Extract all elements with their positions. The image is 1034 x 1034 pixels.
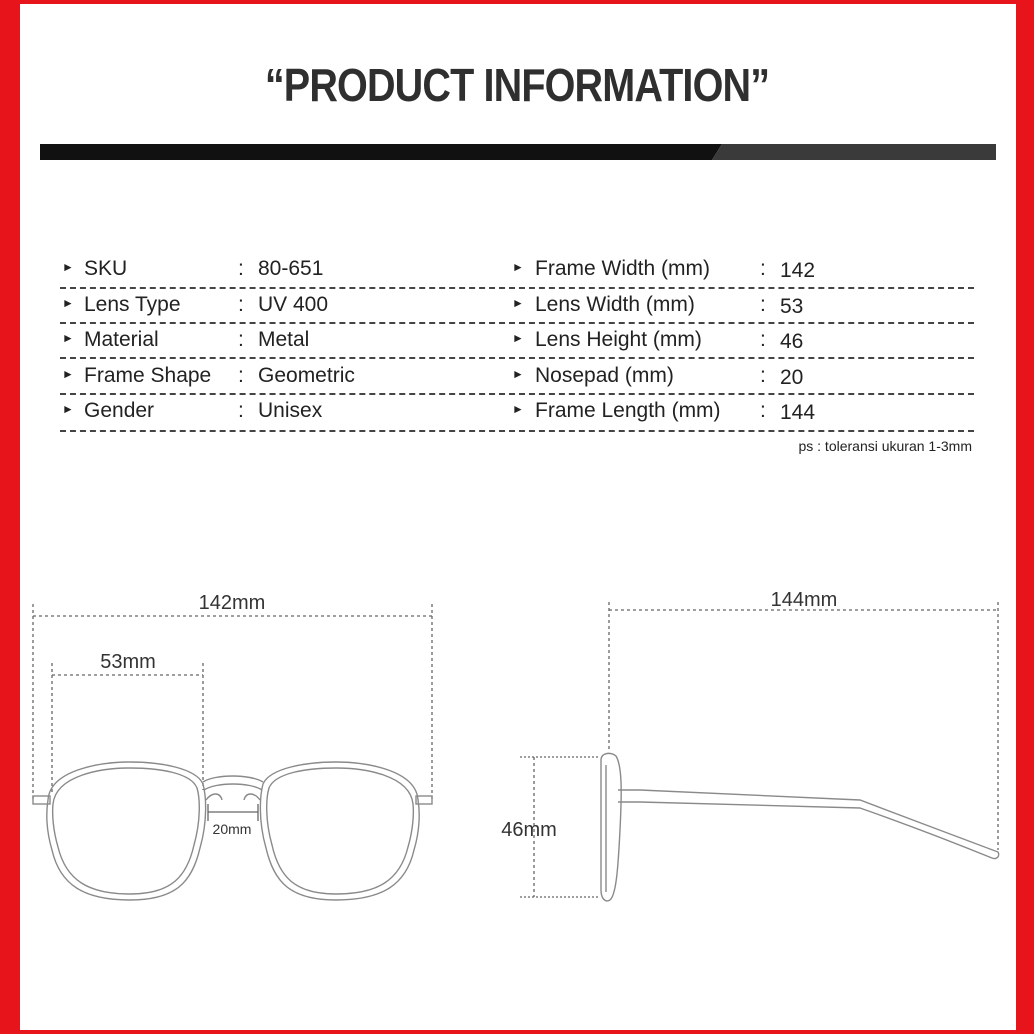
spec-value: Geometric <box>258 363 355 387</box>
spec-colon: : <box>238 399 244 422</box>
spec-colon: : <box>760 292 766 316</box>
bullet-arrow-icon: ► <box>62 331 74 345</box>
dimension-lines <box>33 602 998 897</box>
spec-label: Lens Height (mm) <box>535 328 702 351</box>
spec-value: 46 <box>780 330 804 353</box>
spec-value: 80-651 <box>258 257 324 280</box>
tolerance-note: ps : toleransi ukuran 1-3mm <box>798 438 972 454</box>
page-title: “PRODUCT INFORMATION” <box>264 59 770 111</box>
spec-colon: : <box>760 328 766 351</box>
glasses-side-view <box>601 753 999 901</box>
spec-label: SKU <box>84 257 128 280</box>
spec-colon: : <box>760 363 766 387</box>
spec-label: Frame Length (mm) <box>535 399 721 422</box>
spec-colon: : <box>760 257 766 280</box>
spec-colon: : <box>238 363 244 387</box>
spec-label: Frame Width (mm) <box>535 257 710 280</box>
spec-label: Gender <box>84 399 155 422</box>
spec-colon: : <box>238 292 244 316</box>
spec-value: UV 400 <box>258 292 329 316</box>
bullet-arrow-icon: ► <box>512 331 524 345</box>
bullet-arrow-icon: ► <box>512 402 524 416</box>
spec-label: Lens Type <box>84 292 181 316</box>
spec-value: Unisex <box>258 399 323 422</box>
spec-value: 20 <box>780 365 804 389</box>
spec-colon: : <box>238 257 244 280</box>
spec-label: Lens Width (mm) <box>535 292 695 316</box>
bullet-arrow-icon: ► <box>62 366 74 381</box>
spec-value: Metal <box>258 328 310 351</box>
spec-label: Frame Shape <box>84 363 212 387</box>
spec-label: Material <box>84 328 159 351</box>
spec-colon: : <box>760 399 766 422</box>
spec-label: Nosepad (mm) <box>535 363 674 387</box>
bullet-arrow-icon: ► <box>512 366 524 381</box>
lens-width-label: 53mm <box>100 651 156 673</box>
bullet-arrow-icon: ► <box>512 260 524 274</box>
front-width-label: 142mm <box>198 592 266 614</box>
bullet-arrow-icon: ► <box>62 295 74 310</box>
lens-height-label: 46mm <box>501 819 557 841</box>
spec-value: 142 <box>780 259 816 282</box>
spec-value: 144 <box>780 401 816 424</box>
bullet-arrow-icon: ► <box>512 295 524 310</box>
bullet-arrow-icon: ► <box>62 402 74 416</box>
nosepad-label: 20mm <box>212 821 252 837</box>
spec-colon: : <box>238 328 244 351</box>
spec-value: 53 <box>780 294 804 318</box>
bullet-arrow-icon: ► <box>62 260 74 274</box>
side-length-label: 144mm <box>770 589 838 611</box>
